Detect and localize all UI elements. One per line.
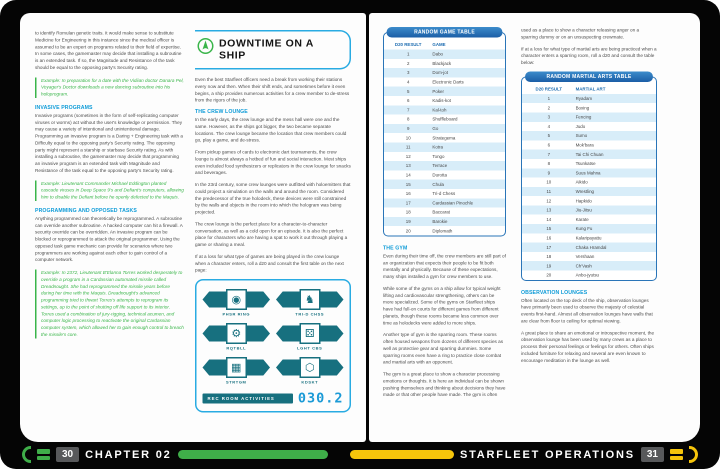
banner-left-wing: [276, 292, 302, 308]
game-cell: Blackjack: [432, 60, 452, 66]
activity-icon: ♞: [304, 293, 315, 306]
d20-result-cell: 1: [547, 96, 551, 102]
activity-icon-box: [226, 289, 247, 310]
martial-art-cell: Boxing: [575, 105, 590, 111]
starfleet-delta-icon: [197, 38, 214, 58]
table-row: [384, 115, 505, 124]
paragraph: Anything programmed can theoretically be reprogrammed. A subroutine can override another subroutine. A hacked computer can hit a firewall. A security override can be overridden. An invasive program can be blocked or reprogrammed to attack the original programmer. Using the opposed task game mechanic can provide for scenarios where two programmers are working against each other to gain control of a computer network.: [35, 215, 183, 263]
d20-result-cell: 12: [546, 198, 552, 204]
martial-art-cell: Tsunkatse: [575, 161, 596, 167]
column-computer-programs: [35, 30, 184, 442]
footer-bars-icon: [670, 449, 683, 460]
game-cell: Chula: [432, 181, 444, 187]
d20-result-cell: 2: [406, 60, 410, 66]
d20-result-cell: 5: [406, 88, 410, 94]
martial-art-cell: Karate: [575, 216, 589, 222]
section-heading-gym: THE GYM: [383, 245, 408, 251]
example-callout: Example: In 2372, Lieutenant B'Elanna Torres worked desperately to override a program in a Cardassian automated missile called Dreadnought. She had reprogrammed the missile years before during her time with the Maquis. Dreadnought's advanced programming tried to thwart Torres's attempts to reprogram its settings, up to the point of shutting off life support to its interior. Torres used a combination of jury-rigging, technical acumen, and computer logic processing to reactivate the original Cardassian computer system, which allowed her to gain enough control to breach the missile's core.: [35, 270, 184, 339]
martial-art-cell: Judo: [575, 123, 586, 129]
activity-label: LGHT CBS: [297, 346, 323, 351]
table-row: [522, 224, 656, 233]
page-title: DOWNTIME ON A SHIP: [219, 37, 314, 61]
table-row: [522, 140, 656, 149]
column-header-martial-art: MARTIAL ART: [575, 86, 606, 92]
martial-art-cell: Tai Chi Chuan: [575, 151, 604, 157]
table-row: [522, 187, 656, 196]
d20-result-cell: 1: [406, 51, 410, 57]
paragraph: The crew lounge is the perfect place for a character-to-character conversation, as well as a cold open for an episode. It is also the perfect place for characters who are having a spat to work it out through playing a game or sharing a meal.: [195, 221, 348, 248]
table-row: [522, 215, 656, 224]
rec-activity-grid: [203, 289, 344, 385]
gym-paragraphs: [383, 253, 506, 399]
martial-art-cell: Wrestling: [575, 188, 595, 194]
table-row: [384, 208, 505, 217]
banner-left-wing: [276, 360, 302, 376]
rec-room-graphic: [195, 279, 351, 413]
table-row: [384, 124, 505, 133]
d20-result-cell: 3: [547, 114, 551, 120]
banner-left-wing: [276, 326, 302, 342]
crew-lounge-paragraphs: [195, 117, 351, 275]
banner-right-wing: [318, 292, 344, 308]
d20-result-cell: 19: [405, 218, 411, 224]
column-header-game: GAME: [432, 42, 446, 47]
banner-right-wing: [244, 326, 270, 342]
d20-result-cell: 11: [405, 144, 411, 150]
activity-icon-box: [299, 289, 320, 310]
footer-bracket-icon: [22, 446, 31, 463]
d20-result-cell: 7: [406, 107, 410, 113]
banner-right-wing: [244, 292, 270, 308]
table-row: [384, 142, 505, 151]
column-game-table-gym: [383, 27, 506, 442]
table-row: [384, 152, 505, 161]
game-cell: Dabo: [432, 51, 444, 57]
d20-result-cell: 17: [546, 244, 552, 250]
banner-left-wing: [203, 360, 229, 376]
martial-art-cell: Chaka Hramdal: [575, 244, 607, 250]
example-callout: Example: In preparation for a date with the Vidiian doctor Danara Pel, Voyager's Doctor downloads a new dancing subroutine into his holoprogram.: [35, 77, 184, 98]
activity-icon: ▦: [231, 361, 242, 374]
table-row: [522, 271, 656, 280]
column-martial-observation: [521, 27, 657, 442]
random-game-table: [383, 27, 506, 236]
footer-right-group: [350, 446, 698, 463]
game-cell: Baccarat: [432, 209, 450, 215]
table-row: [522, 112, 656, 121]
martial-art-cell: Fencing: [575, 114, 592, 120]
game-cell: Cardassian Pinochle: [432, 200, 474, 206]
paragraph: In the 23rd century, some crew lounges were outfitted with holoemitters that could project a simulation on the walls and around the room. Considered the predecessor of the true holodeck, these devices were still constrained by the walls and objects in the room into which the hologram was being projected.: [195, 182, 351, 215]
martial-art-cell: Anbo-jyutsu: [575, 272, 600, 278]
game-cell: Tri-d Chess: [432, 191, 456, 197]
martial-art-cell: Ryadam: [575, 96, 593, 102]
d20-result-cell: 7: [547, 151, 551, 157]
paragraph: The gym is a great place to show a character processing emotions or thoughts. It is here an individual can be shown pushing themselves and thinking about decisions they have made or that other people have made. The gym is often: [383, 371, 506, 398]
martial-art-cell: Mok'bara: [575, 142, 594, 148]
d20-result-cell: 11: [546, 188, 552, 194]
d20-result-cell: 14: [546, 216, 552, 222]
footer-rule-green: [178, 450, 328, 459]
martial-art-cell: Suus Mahna: [575, 170, 601, 176]
game-cell: Electronic Darts: [432, 79, 464, 85]
paragraph: to identify Romulan genetic traits. It would make sense to substitute Medicine for Engineering in this instance since the medical officer is assumed to be an expert on programs related to their field of expertise. In some cases, the gamemaster may decide that installing a subroutine is an extended task. If so, the Magnitude and Resistance of the task should be equal to the opposing party's Security rating.: [35, 30, 182, 70]
d20-result-cell: 9: [406, 126, 410, 132]
activity-label: PHSR RING: [222, 312, 251, 317]
d20-result-cell: 13: [405, 163, 411, 169]
d20-result-cell: 16: [405, 191, 411, 197]
d20-result-cell: 20: [405, 228, 411, 234]
column-header-d20: D20 RESULT: [394, 42, 422, 47]
column-header-d20: D20 RESULT: [535, 86, 563, 92]
game-cell: Tongo: [432, 153, 445, 159]
d20-result-cell: 3: [406, 70, 410, 76]
d20-result-cell: 4: [547, 123, 551, 129]
footer-rule-yellow: [350, 450, 454, 459]
table-row: [522, 205, 656, 214]
activity-banner: [276, 357, 344, 379]
d20-result-cell: 8: [406, 116, 410, 122]
banner-left-wing: [203, 292, 229, 308]
d20-result-cell: 12: [405, 153, 411, 159]
table-row: [384, 96, 505, 105]
rec-activity-emblem: [203, 323, 271, 351]
footer-left-group: [22, 446, 328, 463]
chapter-section-header: [195, 30, 351, 70]
table-row: [384, 180, 505, 189]
game-cell: Durotta: [432, 172, 447, 178]
activity-icon: ◉: [231, 293, 242, 306]
paragraph: used as a place to show a character releasing anger on a sparring dummy or on an unsuspecting crewmate.: [521, 27, 640, 40]
observation-paragraphs: [521, 297, 657, 364]
rec-room-caption: REC ROOM ACTIVITIES: [203, 393, 293, 403]
d20-result-cell: 17: [405, 200, 411, 206]
table-row: [384, 189, 505, 198]
martial-art-cell: Kalaripayattu: [575, 235, 602, 241]
paragraph: In the early days, the crew lounge and the mess hall were one and the same. However, as the ships got bigger, the two became separate locations. The crew lounge became the location that crew members could go, play a game, and de-stress.: [195, 117, 347, 143]
activity-banner: [276, 289, 344, 311]
table-title: RANDOM GAME TABLE: [387, 27, 503, 38]
paragraph: While some of the gyms on a ship allow for typical weight lifting and cardiovascular strengthening, others can be more specialized. Some of the gyms on Starfleet ships have had full-on courts for different games from different planets, though these rooms became less common over time as holodecks were added to more ships.: [383, 285, 501, 326]
activity-icon: ⚙: [231, 327, 242, 340]
activity-banner: [203, 357, 271, 379]
table-row: [384, 226, 505, 235]
d20-result-cell: 5: [547, 133, 551, 139]
column-downtime: [195, 30, 351, 442]
activity-banner: [203, 289, 271, 311]
table-header-row: [522, 84, 656, 94]
game-cell: Dom-jot: [432, 70, 448, 76]
footer-bracket-icon: [689, 446, 698, 463]
table-row: [384, 77, 505, 86]
table-row: [384, 50, 505, 59]
table-row: [522, 94, 656, 103]
activity-label: KDSKT: [301, 380, 319, 385]
d20-result-cell: 8: [547, 161, 551, 167]
d20-result-cell: 10: [546, 179, 552, 185]
martial-art-cell: Kung Fu: [575, 226, 593, 232]
table-row: [522, 243, 656, 252]
martial-art-cell: Jiu-Jitsu: [575, 207, 592, 213]
table-row: [522, 261, 656, 270]
paragraph: Even during their time off, the crew members are still part of an organization that expects their people to be fit both mentally and physically. Because of these expectations, many ships installed a gym for crew members to use.: [383, 253, 506, 280]
section-heading-crew-lounge: THE CREW LOUNGE: [195, 109, 248, 115]
activity-icon-box: [299, 323, 320, 344]
table-row: [384, 68, 505, 77]
d20-result-cell: 9: [547, 170, 551, 176]
d20-result-cell: 15: [546, 226, 552, 232]
activity-icon-box: [299, 357, 320, 378]
paragraph: If at a loss for what type of martial arts are being practiced when a character enters a sparring room, roll a d20 and consult the table below:: [521, 46, 657, 65]
banner-left-wing: [203, 326, 229, 342]
table-row: [522, 168, 656, 177]
activity-banner: [276, 323, 344, 345]
d20-result-cell: 14: [405, 172, 411, 178]
paragraph: From pickup games of cards to electronic dart tournaments, the crew lounge is almost always a hotbed of fun and social interaction. Most ships even included food synthesizers or replicators in the crew lounge for snacks and beverages.: [195, 149, 351, 176]
page-number-right: 31: [641, 447, 664, 462]
random-martial-arts-table: [521, 71, 657, 280]
left-page: [20, 13, 366, 442]
paragraph: Invasive programs (sometimes in the form of self-replicating computer viruses or worms) act without the user's knowledge or permission. They may cause a variety of intentional and unintentional damage. Programming an invasive program is a Daring + Engineering task with a Difficulty equal to the opposing party's Security rating. The opposing party might represent a starship or starbase Security rating. As with installing a subroutine, the gamemaster may decide that programming an invasive program is an extended task with Magnitude and Resistance of the task equal to the opposing party's Security rating.: [35, 112, 183, 173]
paragraph: Often located on the top deck of the ship, observation lounges have primarily been used to observe the majesty of celestial events first-hand. Almost all observation lounges have walls that are clear from floor to ceiling for optimal viewing.: [521, 297, 653, 324]
martial-art-cell: Sumo: [575, 133, 588, 139]
martial-art-cell: Vershaan: [575, 254, 595, 260]
table-row: [384, 198, 505, 207]
d20-result-cell: 10: [405, 135, 411, 141]
activity-label: RQTBLL: [226, 346, 247, 351]
game-cell: Terrace: [432, 163, 448, 169]
game-cell: Barokie: [432, 218, 448, 224]
section-heading-observation-lounges: OBSERVATION LOUNGES: [521, 289, 588, 296]
game-cell: Poker: [432, 88, 444, 94]
game-cell: Diplomath: [432, 228, 453, 234]
chapter-label: CHAPTER 02: [85, 448, 172, 461]
section-heading-opposed-tasks: PROGRAMMING AND OPPOSED TASKS: [35, 207, 137, 214]
rec-activity-emblem: [276, 323, 344, 351]
martial-art-cell: Aikido: [575, 179, 588, 185]
d20-result-cell: 16: [546, 235, 552, 241]
intro-paragraph: Even the best Starfleet officers need a break from working their stations every now and then. When their shift ends, and sometimes before it even begins, a ship provides numerous activities for a crew member to de-stress from the rigors of the job.: [195, 77, 350, 103]
paragraph: Another type of gym is the sparring room. These rooms often housed weapons from dozens of different species as well as protective gear and sparring dummies. Some sparring rooms even have a ring to practice close combat and martial arts with an opponent.: [383, 332, 504, 365]
d20-result-cell: 18: [405, 209, 411, 215]
d20-result-cell: 13: [546, 207, 552, 213]
activity-icon-box: [226, 357, 247, 378]
table-row: [384, 217, 505, 226]
table-row: [384, 170, 505, 179]
game-cell: Kadis-kot: [432, 98, 451, 104]
activity-banner: [203, 323, 271, 345]
page-number-left: 30: [56, 447, 79, 462]
footer-bar: [0, 440, 720, 469]
banner-right-wing: [318, 326, 344, 342]
d20-result-cell: 20: [546, 272, 552, 278]
game-cell: Shuffleboard: [432, 116, 458, 122]
table-row: [384, 161, 505, 170]
table-row: [522, 150, 656, 159]
rec-activity-emblem: [276, 357, 344, 385]
game-cell: Strategema: [432, 135, 456, 141]
banner-right-wing: [318, 360, 344, 376]
game-cell: Go: [432, 126, 439, 132]
table-row: [522, 196, 656, 205]
table-row: [522, 122, 656, 131]
activity-icon: ⬡: [304, 361, 315, 374]
game-cell: Kal-toh: [432, 107, 447, 113]
table-row: [522, 252, 656, 261]
table-row: [384, 105, 505, 114]
d20-result-cell: 4: [406, 79, 410, 85]
paragraph: If at a loss for what type of games are being played in the crew lounge when a character enters, roll a d20 and consult the first table on the next page:: [195, 253, 344, 273]
d20-result-cell: 15: [405, 181, 411, 187]
d20-result-cell: 2: [547, 105, 551, 111]
martial-art-cell: Ch'Vash: [575, 263, 592, 269]
table-row: [522, 233, 656, 242]
table-row: [384, 59, 505, 68]
martial-art-cell: Hapkido: [575, 198, 592, 204]
activity-label: STRTGM: [226, 380, 247, 385]
d20-result-cell: 18: [546, 254, 552, 260]
activity-icon-box: [226, 323, 247, 344]
table-row: [522, 103, 656, 112]
rec-activity-emblem: [203, 357, 271, 385]
table-row: [522, 178, 656, 187]
d20-result-cell: 19: [546, 263, 552, 269]
table-row: [384, 87, 505, 96]
section-heading-invasive-programs: INVASIVE PROGRAMS: [35, 104, 93, 111]
rec-activity-emblem: [203, 289, 271, 317]
table-row: [522, 131, 656, 140]
section-code: 030.2: [297, 390, 344, 407]
table-row: [384, 133, 505, 142]
section-label: STARFLEET OPERATIONS: [459, 448, 635, 461]
paragraph: A great place to share an emotional or introspective moment, the observation lounge has been used by many crews as a place to process their personal feelings or feelings for others. Often ships included furniture for relaxing and several are even known to encourage meditation in the lounge as well.: [521, 330, 655, 363]
example-callout: Example: Lieutenant Commander Michael Eddington planted cascade viruses in Deep Space 9's and Defiant's computers, allowing him to disable the Defiant before he openly defected to the Maquis.: [35, 180, 184, 201]
right-page: [369, 13, 700, 442]
activity-icon: ⚄: [304, 327, 315, 340]
table-row: [522, 159, 656, 168]
intro-paragraphs: [521, 27, 657, 66]
d20-result-cell: 6: [406, 98, 410, 104]
rec-activity-emblem: [276, 289, 344, 317]
game-cell: Kotra: [432, 144, 444, 150]
banner-right-wing: [244, 360, 270, 376]
d20-result-cell: 6: [547, 142, 551, 148]
footer-bars-icon: [37, 449, 50, 460]
activity-label: TRI-D CHSS: [295, 312, 325, 317]
table-title: RANDOM MARTIAL ARTS TABLE: [525, 71, 653, 82]
table-header-row: [384, 40, 505, 50]
